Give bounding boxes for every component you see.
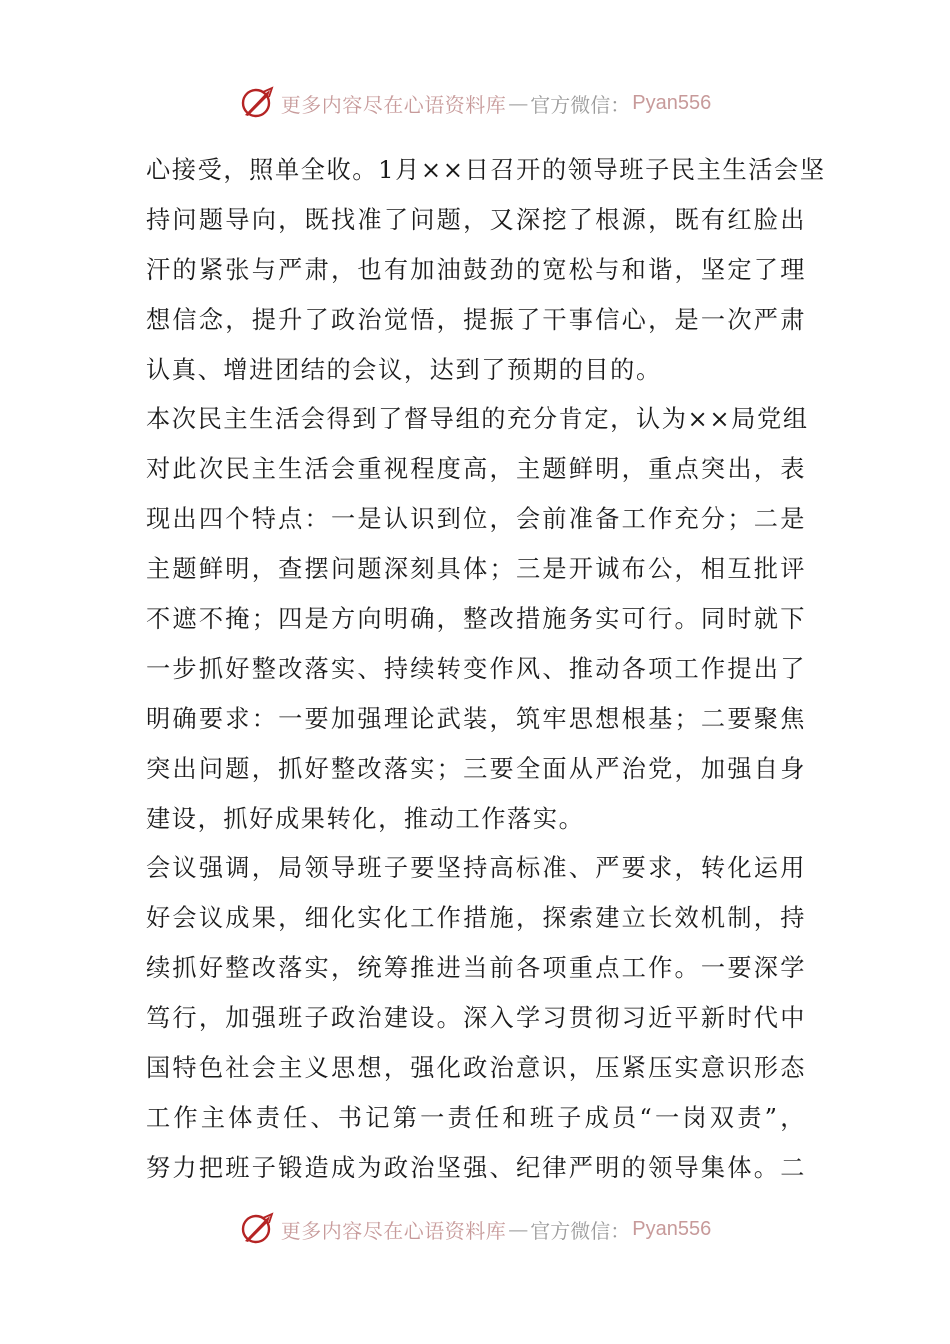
body-line: 努力把班子锻造成为政治坚强、纪律严明的领导集体。二	[146, 1153, 806, 1182]
contact-label: 官方微信：	[530, 1218, 631, 1243]
body-line: 工作主体责任、书记第一责任和班子成员“一岗双责”，	[146, 1103, 806, 1132]
footer-banner	[0, 1209, 950, 1249]
body-line: 想信念，提升了政治觉悟，提振了干事信心，是一次严肃	[146, 305, 806, 334]
contact-label: 官方微信：	[530, 92, 631, 117]
body-line: 心接受，照单全收。1月××日召开的领导班子民主生活会坚	[146, 156, 826, 184]
body-line: 国特色社会主义思想，强化政治意识，压紧压实意识形态	[146, 1054, 806, 1083]
document-body	[146, 146, 826, 1194]
body-line: 本次民主生活会得到了督导组的充分肯定，认为××局党组	[146, 405, 809, 434]
body-line: 续抓好整改落实，统筹推进当前各项重点工作。一要深学	[146, 954, 806, 983]
body-line: 一步抓好整改落实、持续转变作风、推动各项工作提出了	[146, 654, 806, 683]
body-line: 突出问题，抓好整改落实；三要全面从严治党，加强自身	[146, 754, 806, 783]
body-line: 不遮不掩；四是方向明确，整改措施务实可行。同时就下	[146, 605, 806, 634]
body-line: 好会议成果，细化实化工作措施，探索建立长效机制，持	[146, 904, 806, 933]
body-line: 明确要求：一要加强理论武装，筑牢思想根基；二要聚焦	[146, 704, 806, 733]
contact-id: Pyan556	[632, 91, 712, 114]
body-line: 会议强调，局领导班子要坚持高标准、严要求，转化运用	[146, 854, 806, 883]
header-banner	[0, 83, 950, 123]
quill-circle-logo-icon	[239, 85, 275, 121]
quill-circle-logo-icon	[239, 1211, 275, 1247]
body-line: 汗的紧张与严肃，也有加油鼓劲的宽松与和谐，坚定了理	[146, 255, 806, 284]
body-line: 对此次民主生活会重视程度高，主题鲜明，重点突出，表	[146, 455, 806, 484]
brand-text: 更多内容尽在心语资料库	[280, 1218, 507, 1243]
body-line: 主题鲜明，查摆问题深刻具体；三是开诚布公，相互批评	[146, 555, 806, 584]
body-line: 认真、增进团结的会议，达到了预期的目的。	[146, 355, 662, 384]
body-line: 建设，抓好成果转化，推动工作落实。	[146, 804, 585, 833]
body-line: 现出四个特点：一是认识到位，会前准备工作充分；二是	[146, 505, 806, 534]
body-line: 笃行，加强班子政治建设。深入学习贯彻习近平新时代中	[146, 1004, 806, 1033]
banner-separator: —	[508, 1217, 529, 1241]
brand-text: 更多内容尽在心语资料库	[280, 92, 507, 117]
contact-id: Pyan556	[632, 1217, 712, 1240]
banner-separator: —	[508, 91, 529, 115]
body-line: 持问题导向，既找准了问题，又深挖了根源，既有红脸出	[146, 205, 806, 234]
